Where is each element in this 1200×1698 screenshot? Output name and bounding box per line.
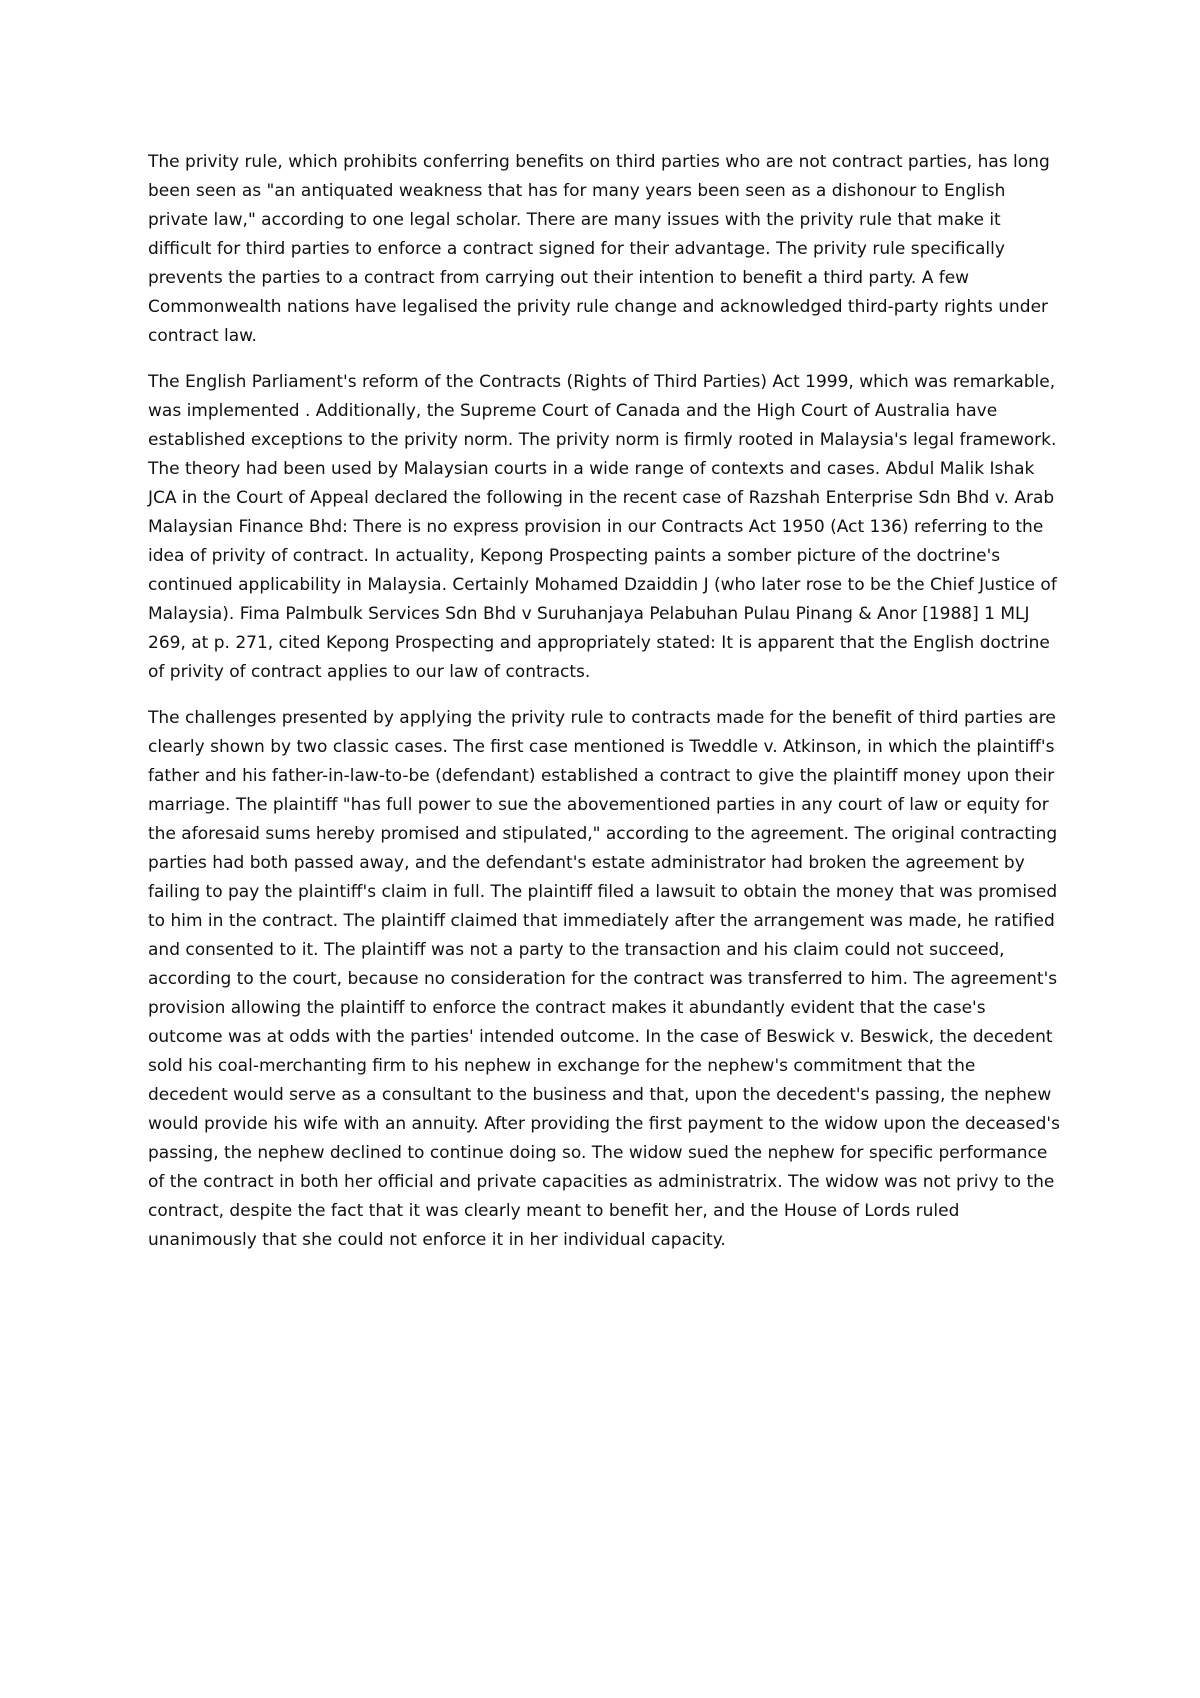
document-body [148,148,1060,1272]
paragraph-classic-cases: The challenges presented by applying the privity rule to contracts made for the benefit of third parties are clearly shown by two classic cases. The first case mentioned is Tweddle v. Atkinson, in which the plaintiff's father and his father-in-law-to-be (defendant) established a contract to give the plaintiff money upon their marriage. The plaintiff "has full power to sue the abovementioned parties in any court of law or equity for the aforesaid sums hereby promised and stipulated," according to the agreement. The original contracting parties had both passed away, and the defendant's estate administrator had broken the agreement by failing to pay the plaintiff's claim in full. The plaintiff filed a lawsuit to obtain the money that was promised to him in the contract. The plaintiff claimed that immediately after the arrangement was made, he ratified and consented to it. The plaintiff was not a party to the transaction and his claim could not succeed, according to the court, because no consideration for the contract was transferred to him. The agreement's provision allowing the plaintiff to enforce the contract makes it abundantly evident that the case's outcome was at odds with the parties' intended outcome. In the case of Beswick v. Beswick, the decedent sold his coal-merchanting firm to his nephew in exchange for the nephew's commitment that the decedent would serve as a consultant to the business and that, upon the decedent's passing, the nephew would provide his wife with an annuity. After providing the first payment to the widow upon the deceased's passing, the nephew declined to continue doing so. The widow sued the nephew for specific performance of the contract in both her official and private capacities as administratrix. The widow was not privy to the contract, despite the fact that it was clearly meant to benefit her, and the House of Lords ruled unanimously that she could not enforce it in her individual capacity. [148,708,1060,1250]
paragraph-malaysian-framework: The English Parliament's reform of the Contracts (Rights of Third Parties) Act 1999, which was remarkable, was implemented . Additionally, the Supreme Court of Canada and the High Court of Australia have established exceptions to the privity norm. The privity norm is firmly rooted in Malaysia's legal framework. The theory had been used by Malaysian courts in a wide range of contexts and cases. Abdul Malik Ishak JCA in the Court of Appeal declared the following in the recent case of Razshah Enterprise Sdn Bhd v. Arab Malaysian Finance Bhd: There is no express provision in our Contracts Act 1950 (Act 136) referring to the idea of privity of contract. In actuality, Kepong Prospecting paints a somber picture of the doctrine's continued applicability in Malaysia. Certainly Mohamed Dzaiddin J (who later rose to be the Chief Justice of Malaysia). Fima Palmbulk Services Sdn Bhd v Suruhanjaya Pelabuhan Pulau Pinang & Anor [1988] 1 MLJ 269, at p. 271, cited Kepong Prospecting and appropriately stated: It is apparent that the English doctrine of privity of contract applies to our law of contracts. [148,372,1057,682]
paragraph-privity-rule-intro: The privity rule, which prohibits conferring benefits on third parties who are not contract parties, has long been seen as "an antiquated weakness that has for many years been seen as a dishonour to English private law," according to one legal scholar. There are many issues with the privity rule that make it difficult for third parties to enforce a contract signed for their advantage. The privity rule specifically prevents the parties to a contract from carrying out their intention to benefit a third party. A few Commonwealth nations have legalised the privity rule change and acknowledged third-party rights under contract law. [148,152,1050,346]
